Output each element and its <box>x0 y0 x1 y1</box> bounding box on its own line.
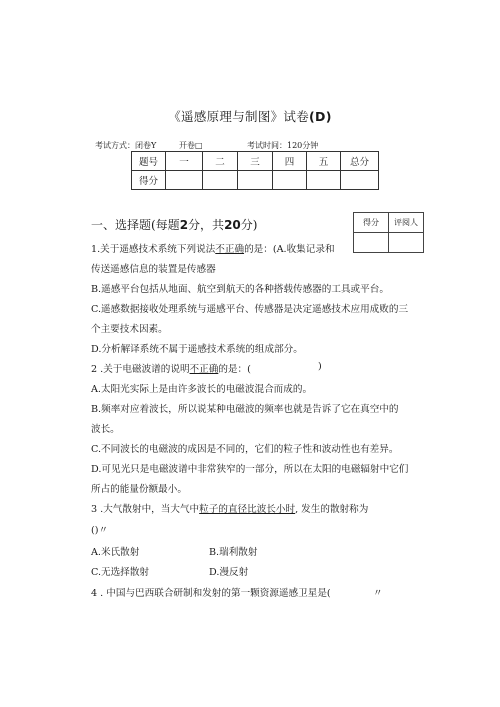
exam-mode <box>95 140 156 151</box>
q2-option-d: D.可见光只是电磁波谱中非常狭窄的一部分，所以在太阳的电磁辐射中它们 <box>91 464 409 475</box>
score-header-cell: 三 <box>238 152 273 171</box>
section-heading: 一、选择题(每题2分，共20分) <box>91 218 258 232</box>
q1-option-c-cont: 个主要技术因素。 <box>91 324 168 335</box>
q3-underlined: 粒子的直径比波长小时 <box>199 504 296 515</box>
score-cell[interactable] <box>203 171 238 190</box>
q3-option-c: C.无选择散射 <box>91 567 150 578</box>
section-total: 20 <box>224 218 241 232</box>
q4-paren-end: 〃 <box>373 588 383 599</box>
open-book-checkbox: □ <box>195 141 203 150</box>
score-cell[interactable] <box>238 171 273 190</box>
q1-option-d: D.分析解译系统不属于遥感技术系统的组成部分。 <box>91 344 303 355</box>
score-cell[interactable] <box>166 171 203 190</box>
q1-underlined: 不正确 <box>215 244 245 255</box>
q1-option-a-cont: 传送遥感信息的装置是传感器 <box>91 264 216 275</box>
grader-score-label: 得分 <box>354 213 389 233</box>
score-table <box>131 151 379 190</box>
grader-name-cell[interactable] <box>389 233 424 253</box>
q2-option-c: C.不同波长的电磁波的成因是不同的，它们的粒子性和波动性也有差异。 <box>91 444 399 455</box>
q3-option-d: D.漫反射 <box>209 567 249 578</box>
q3-stem: 3 .大气散射中，当大气中粒子的直径比波长小时, 发生的散射称为 <box>91 504 369 515</box>
score-header-cell: 一 <box>166 152 203 171</box>
score-header-cell: 总分 <box>341 152 379 171</box>
score-cell[interactable] <box>307 171 341 190</box>
exam-title-suffix: (D) <box>309 109 332 124</box>
exam-title <box>0 107 500 125</box>
score-header-cell: 五 <box>307 152 341 171</box>
q2-underlined: 不正确 <box>189 364 219 375</box>
q2-option-d-cont: 所占的能量份额最小。 <box>91 484 187 495</box>
open-book <box>179 140 203 151</box>
q1-option-c: C.遥感数据接收处理系统与遥感平台、传感器是决定遥感技术应用成败的三 <box>91 304 409 315</box>
q2-option-b-cont: 波长。 <box>91 424 120 435</box>
exam-title-main: 《遥感原理与制图》试卷 <box>168 109 310 124</box>
open-book-label: 开卷 <box>179 141 195 150</box>
q2-option-b: B.频率对应着波长，所以说某种电磁波的频率也就是告诉了它在真空中的 <box>91 404 399 415</box>
grader-name-label: 评阅人 <box>389 213 424 233</box>
section-points: 2 <box>179 218 189 232</box>
score-header-cell: 四 <box>273 152 307 171</box>
q2-option-a: A.太阳光实际上是由许多波长的电磁波混合而成的。 <box>91 384 313 395</box>
score-cell[interactable] <box>273 171 307 190</box>
score-header-cell: 二 <box>203 152 238 171</box>
grader-score-cell[interactable] <box>354 233 389 253</box>
q4-stem: 4 . 中国与巴西联合研制和发射的第一颗资源遥感卫星是( <box>91 588 331 599</box>
score-header-cell: 题号 <box>132 152 166 171</box>
closed-book-mark: Y <box>151 141 157 150</box>
score-table-header-row <box>132 152 379 171</box>
q3-option-b: B.瑞利散射 <box>209 547 258 558</box>
q3-answer-blank: ()〃 <box>91 525 109 536</box>
q3-option-a: A.米氏散射 <box>91 547 140 558</box>
score-table-score-row <box>132 171 379 190</box>
grader-box <box>353 212 424 253</box>
score-cell[interactable] <box>341 171 379 190</box>
q2-stem: 2 .关于电磁波谱的说明不正确的是：( <box>91 364 251 375</box>
exam-mode-label: 考试方式：闭卷 <box>95 141 151 150</box>
exam-time: 考试时间：120分钟 <box>247 141 319 150</box>
q1-option-b: B.遥感平台包括从地面、航空到航天的各种搭载传感器的工具或平台。 <box>91 284 389 295</box>
score-row-label: 得分 <box>132 171 166 190</box>
q2-paren-close: ) <box>318 361 322 372</box>
q1-stem: 1.关于遥感技术系统下列说法不正确的是：(A.收集记录和 <box>91 244 335 255</box>
